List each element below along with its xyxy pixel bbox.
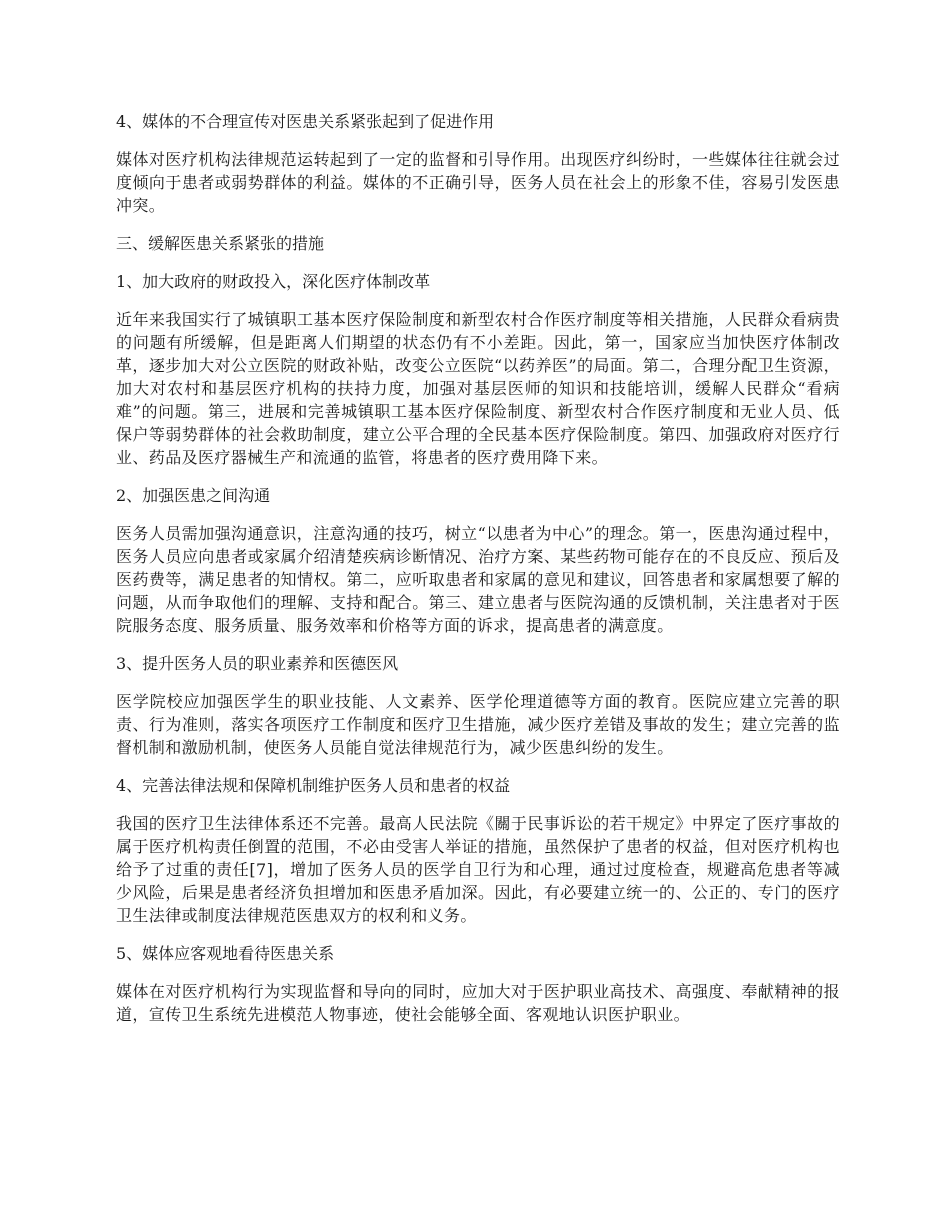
section-heading: 5、媒体应客观地看待医患关系: [116, 944, 335, 963]
document-page: [116, 110, 840, 1041]
section-heading: 3、提升医务人员的职业素养和医德医风: [116, 654, 399, 673]
section-heading: 4、完善法律法规和保障机制维护医务人员和患者的权益: [116, 776, 511, 795]
paragraph: 医学院校应加强医学生的职业技能、人文素养、医学伦理道德等方面的教育。医院应建立完善的职责、行为准则，落实各项医疗工作制度和医疗卫生措施，减少医疗差错及事故的发生；建立完善的监督机制和激励机制，使医务人员能自觉法律规范行为，减少医患纠纷的发生。: [116, 692, 840, 757]
section-heading: 2、加强医患之间沟通: [116, 486, 271, 505]
paragraph: 媒体对医疗机构法律规范运转起到了一定的监督和引导作用。出现医疗纠纷时，一些媒体往往就会过度倾向于患者或弱势群体的利益。媒体的不正确引导，医务人员在社会上的形象不佳，容易引发医患冲突。: [116, 150, 840, 215]
section-heading: 1、加大政府的财政投入，深化医疗体制改革: [116, 272, 431, 291]
paragraph: 医务人员需加强沟通意识，注意沟通的技巧，树立“以患者为中心”的理念。第一，医患沟通过程中，医务人员应向患者或家属介绍清楚疾病诊断情况、治疗方案、某些药物可能存在的不良反应、预后及医药费等，满足患者的知情权。第二，应听取患者和家属的意见和建议，回答患者和家属想要了解的问题，从而争取他们的理解、支持和配合。第三、建立患者与医院沟通的反馈机制，关注患者对于医院服务态度、服务质量、服务效率和价格等方面的诉求，提高患者的满意度。: [116, 524, 840, 635]
paragraph: 我国的医疗卫生法律体系还不完善。最高人民法院《關于民事诉讼的若干规定》中界定了医疗事故的属于医疗机构责任倒置的范围，不必由受害人举证的措施，虽然保护了患者的权益，但对医疗机构也给予了过重的责任[7]，增加了医务人员的医学自卫行为和心理，通过过度检查，规避高危患者等减少风险，后果是患者经济负担增加和医患矛盾加深。因此，有必要建立统一的、公正的、专门的医疗卫生法律或制度法律规范医患双方的权利和义务。: [116, 814, 840, 925]
section-heading: 三、缓解医患关系紧张的措施: [116, 234, 325, 253]
paragraph: 近年来我国实行了城镇职工基本医疗保险制度和新型农村合作医疗制度等相关措施，人民群众看病贵的问题有所缓解，但是距离人们期望的状态仍有不小差距。因此，第一，国家应当加快医疗体制改革，逐步加大对公立医院的财政补贴，改变公立医院“以药养医”的局面。第二，合理分配卫生资源，加大对农村和基层医疗机构的扶持力度，加强对基层医师的知识和技能培训，缓解人民群众“看病难”的问题。第三，进展和完善城镇职工基本医疗保险制度、新型农村合作医疗制度和无业人员、低保户等弱势群体的社会救助制度，建立公平合理的全民基本医疗保险制度。第四、加强政府对医疗行业、药品及医疗器械生产和流通的监管，将患者的医疗费用降下来。: [116, 310, 840, 467]
section-heading: 4、媒体的不合理宣传对医患关系紧张起到了促进作用: [116, 112, 495, 131]
paragraph: 媒体在对医疗机构行为实现监督和导向的同时，应加大对于医护职业高技术、高强度、奉献精神的报道，宣传卫生系统先进模范人物事迹，使社会能够全面、客观地认识医护职业。: [116, 982, 840, 1024]
